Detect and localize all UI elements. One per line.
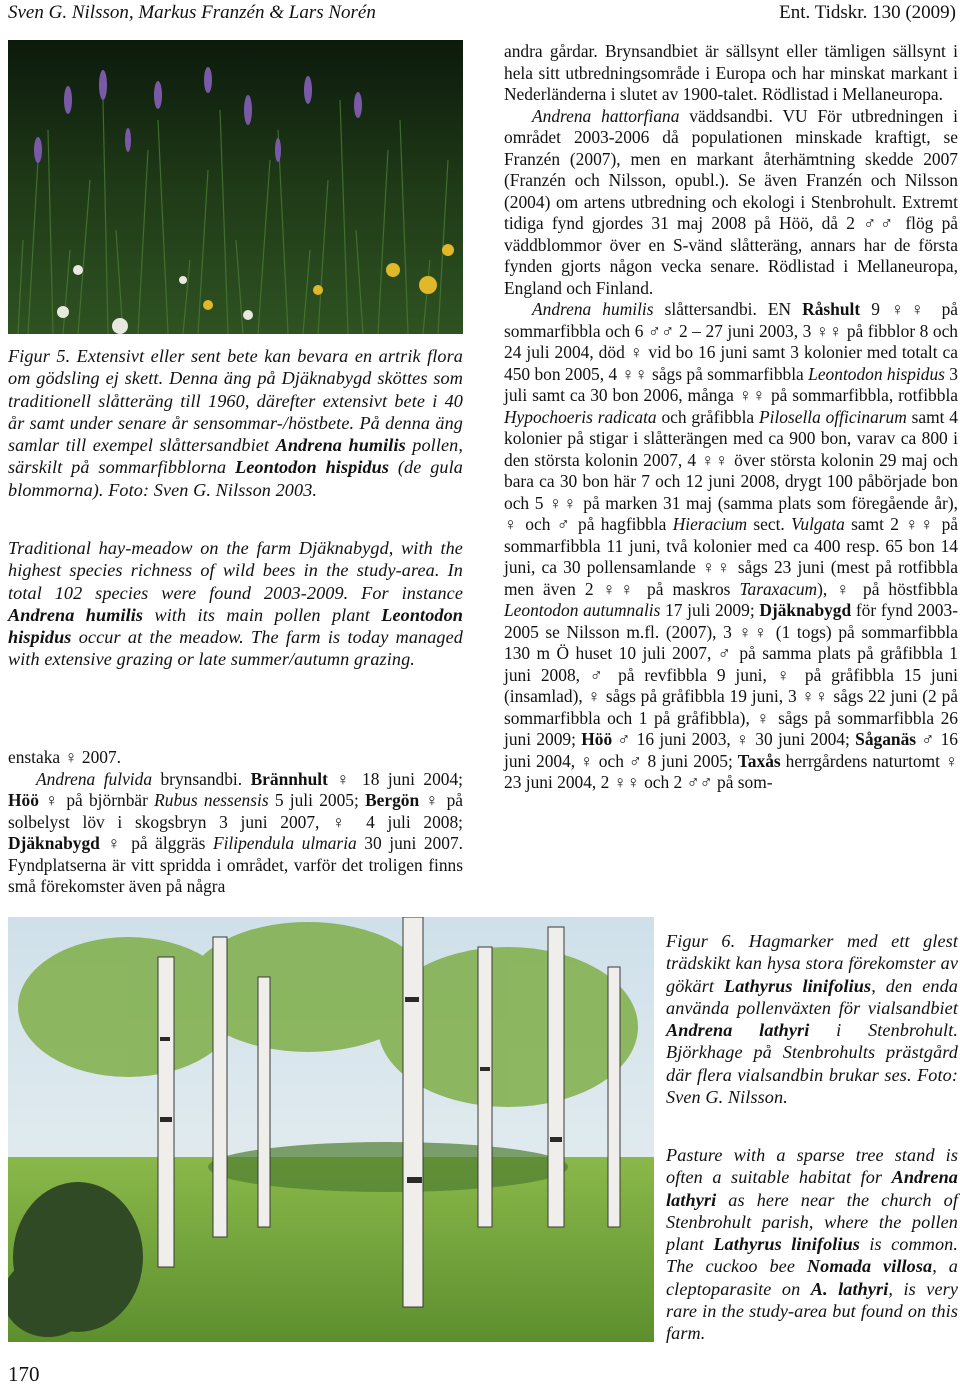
fig5-en-text-3: occur at the meadow. The farm is today managed with extensive grazing or late summer/autumn grazing. [8,627,463,670]
right-paragraph-1: andra gårdar. Brynsandbiet är sällsynt eller tämligen sällsynt i hela sitt utbredningsområde i Europa och har minskat markant i Nederländerna i slutet av 1900-talet. Rödlistad i Mellaneuropa. [504,41,958,104]
species-leontodon-hispidus: Leontodon hispidus [808,363,945,384]
fig6-en-text-5: , is very rare in the study-area but found on this farm. [666,1278,958,1344]
fig5-en-text-1: Traditional hay-meadow on the farm Djäknabygd, with the highest species richness of wild bees in the study-area. In total 102 species were found 2003-2009. For instance [8,538,463,603]
fig6-sv-text-3: i Stenbrohult. Björkhage på Stenbrohults prästgård där flera vialsandbin brukar ses. Foto: Sven G. Nilsson. [666,1020,959,1108]
text-span: samt 4 kolonier på stigar i slåtterängen med ca 900 bon, varav ca 800 i den största kolonin 2007, 4 ♀♀ över största kolonin 29 maj och bara ca 30 bon här 7 och 12 juni 2008, drygt 100 påbörjade bon och 5 ♀♀ på marken 31 maj (samma plats som föregående år), ♀ och ♂ på hagfibbla [504,406,958,534]
fig5-en-species-1: Andrena humilis [8,604,144,625]
text-span: ♀ på björnbär [38,790,155,810]
figure-6-birch-pasture-photo [8,917,654,1342]
figure-5-meadow-photo [8,40,463,334]
fig6-en-species-2: Lathyrus linifolius [713,1234,860,1255]
text-span: 3 juli samt ca 30 bon 2006, många ♀♀ på sommarfibbla, rotfibbla [504,363,958,405]
species-andrena-hattorfiana: Andrena hattorfiana [532,105,680,126]
right-column-body [504,41,958,794]
right-paragraph-humilis [504,299,958,794]
text-span: ♂ 16 juni 2003, ♀ 30 juni 2004; [612,729,856,749]
locality-hoo: Höö [8,790,39,810]
fig6-sv-species-1: Lathyrus linifolius [724,975,872,996]
text-span: samt 2 ♀♀ på sommarfibbla 11 juni, två kolonier med ca 400 resp. 65 bon 14 juni, ca 30 pollensamlande ♀♀ sågs 23 juni (mest på rotfibbla men även 2 ♀♀ på maskros [504,514,958,599]
locality-djaknabygd: Djäknabygd [8,833,100,853]
text-span: väddsandbi. VU För utbredningen i området 2003-2006 då populationen minskade kraftigt, se Franzén (2007), men en markant återhämtning skedde 2007 (Franzén och Nilsson, opubl.). Se även Franzén och Nilsson (2004) om artens utbredning och ekologi i Stenbrohult. Extremt tidiga fynd gjordes 31 maj 2008 på Höö, då 2 ♂♂ flög på väddblommor över en S-vänd slåtteräng, annars har de första fynden gjorts någon vecka senare. Rödlistad i Mellaneuropa, England och Finland. [504,105,958,298]
fig6-en-species-1: Andrena lathyri [666,1167,958,1210]
text-span: slåttersandbi. EN [653,299,803,319]
fig6-en-species-3: Nomada villosa [806,1256,933,1277]
left-paragraph-fulvida [8,769,463,898]
text-span: sect. [747,514,792,534]
fig6-sv-text-1: Figur 6. Hagmarker med ett glest trädskikt kan hysa stora förekomster av gökärt [666,931,958,996]
fig5-en-text-2: with its main pollen plant [143,604,382,625]
text-span: brynsandbi. [152,768,251,789]
fig6-en-text-2: as here near the church of Stenbrohult parish, where the pollen plant [666,1189,958,1255]
figure-5-caption-english [8,537,463,671]
fig6-sv-species-2: Andrena lathyri [666,1020,810,1041]
fig5-sv-text-1: Figur 5. Extensivt eller sent bete kan bevara en artrik flora om gödsling ej skett. Denna äng på Djäknabygd sköttes som traditionell slåtteräng till 1960, därefter extensivt bete i 40 år samt under senare år sensommar-/höstbete. På denna äng samlar till exempel slåttersandbiet [8,346,463,456]
locality-brannhult: Brännhult [250,768,328,789]
text-span: 9 ♀♀ på sommarfibbla och 6 ♂♂ 2 – 27 juni 2003, 3 ♀♀ på fibblor 8 och 24 juli 2004, död ♀ vid bo 16 juni samt 3 kolonier med totalt ca 450 bon 2005, 4 ♀♀ sågs på sommarfibbla [504,299,958,384]
left-column-body [8,747,463,898]
fig5-sv-text-2: pollen, särskilt på sommarfibblorna [8,435,463,478]
text-span: herrgårdens naturtomt ♀ 23 juni 2004, 2 ♀♀ och 2 ♂♂ på som- [504,750,959,792]
figure-6-caption-english [666,1144,958,1345]
species-pilosella: Pilosella officinarum [758,406,907,427]
fig5-sv-species-2: Leontodon hispidus [235,457,390,478]
right-paragraph-hattorfiana [504,106,958,300]
locality-bergon: Bergön [365,790,420,810]
figure-6-caption-swedish [666,930,958,1108]
locality-hoo: Höö [581,729,613,749]
text-span: 30 juni 2007. Fyndplatserna är vitt spridda i området, varför det troligen finns små förekomster även på några [8,833,463,896]
text-span: ♀ på solbelyst löv i skogsbryn 3 juni 2007, ♀ 4 juli 2008; [8,790,464,832]
species-hieracium: Hieracium [672,514,748,534]
fig6-en-text-3: is common. The cuckoo bee [666,1234,958,1277]
locality-taxas: Taxås [737,750,781,771]
text-span: för fynd 2003-2005 se Nilsson m.fl. (2007), 3 ♀♀ (1 togs) på sommarfibbla 130 m Ö huset 10 juli 2007, ♂ på samma plats på gråfibbla 1 juni 2008, ♂ på revfibbla 9 juni, ♀ på gråfibbla 15 juni (insamlad), ♀ sågs på gråfibbla 19 juni, 3 ♀♀ sågs 22 juni (2 på sommarfibbla och 1 på gråfibbla), ♀ sågs på sommarfibbla 26 juni 2009; [504,600,958,749]
running-header-journal: Ent. Tidskr. 130 (2009) [779,2,956,23]
page-number: 170 [8,1362,40,1386]
text-span: och gråfibbla [656,406,759,427]
text-span: ♀ på älggräs [99,833,213,853]
locality-saganas: Såganäs [855,729,917,749]
text-span: 5 juli 2005; [268,790,366,810]
text-span: 17 juli 2009; [660,600,760,620]
locality-djaknabygd: Djäknabygd [759,600,852,620]
text-span: ♀ 18 juni 2004; [327,768,463,789]
text-span: ), ♀ på höstfibbla [817,578,958,599]
fig5-sv-text-3: (de gula blommorna). Foto: Sven G. Nilsson 2003. [8,457,463,500]
species-andrena-fulvida: Andrena fulvida [36,768,153,789]
figure-5-caption-swedish [8,345,463,501]
locality-rashult: Råshult [802,299,861,319]
left-paragraph-1: enstaka ♀ 2007. [8,747,122,767]
fig6-en-text-1: Pasture with a sparse tree stand is often a suitable habitat for [666,1145,958,1188]
species-filipendula: Filipendula ulmaria [212,833,357,853]
species-taraxacum: Taraxacum [739,578,818,599]
running-header-authors: Sven G. Nilsson, Markus Franzén & Lars Norén [8,2,376,23]
text-span: ♂ 16 juni 2004, ♀ och ♂ 8 juni 2005; [504,729,958,771]
species-andrena-humilis: Andrena humilis [532,299,654,319]
species-rubus: Rubus nessensis [154,790,269,810]
species-hypochoeris: Hypochoeris radicata [504,406,657,427]
species-leontodon-autumnalis: Leontodon autumnalis [504,600,661,620]
fig6-en-species-4: A. lathyri [810,1278,889,1299]
fig5-en-species-2: Leontodon hispidus [8,604,463,648]
species-vulgata: Vulgata [791,514,845,534]
fig5-sv-species-1: Andrena humilis [275,435,406,456]
fig6-en-text-4: , a cleptoparasite on [666,1256,958,1299]
fig6-sv-text-2: , den enda använda pollenväxten för vialsandbiet [666,975,958,1018]
